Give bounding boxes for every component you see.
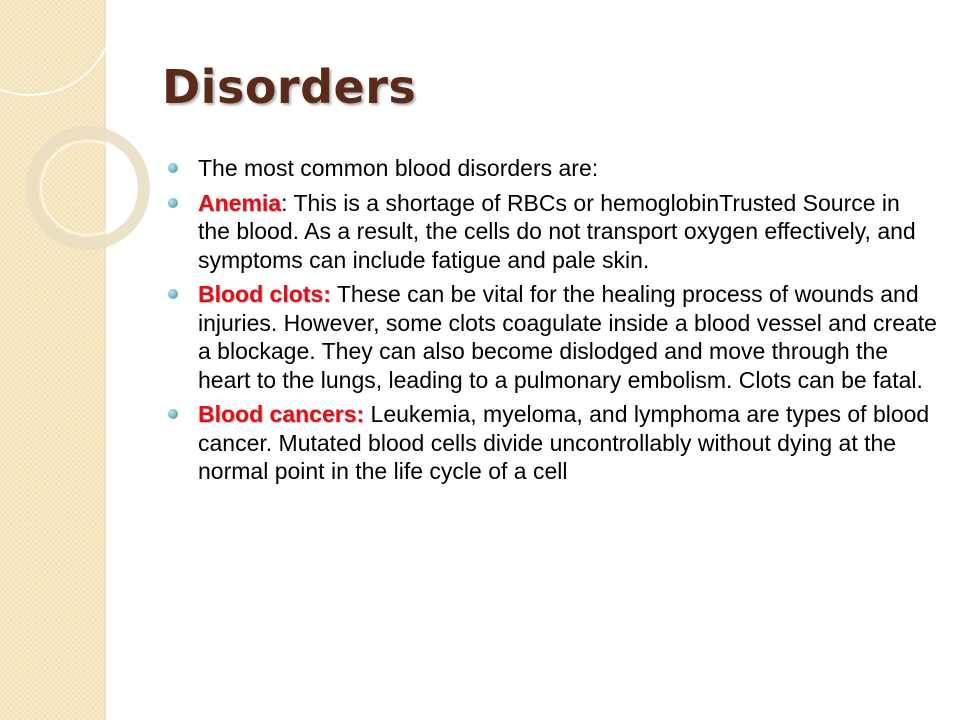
deco-circle-ring — [32, 132, 144, 244]
bullet-item — [168, 154, 938, 183]
bullet-list — [168, 154, 938, 492]
deco-circle-large — [0, 0, 115, 95]
decorative-circles — [0, 0, 170, 260]
bullet-text: These can be vital for the healing process of wounds and injuries. However, some clots coagulate inside a blood vessel and create a blockage. They can also become dislodged and move through the heart to the lungs, leading to a pulmonary embolism. Clots can be fatal. — [198, 281, 937, 393]
bullet-term: Anemia — [198, 189, 282, 216]
bullet-text: : This is a shortage of RBCs or hemoglobinTrusted Source in the blood. As a result, the cells do not transport oxygen effectively, and symptoms can include fatigue and pale skin. — [198, 189, 916, 273]
bullet-dot-icon — [168, 198, 178, 208]
bullet-term: Blood cancers: — [198, 401, 365, 427]
bullet-text: Leukemia, myeloma, and lymphoma are types of blood cancer. Mutated blood cells divide uncontrollably without dying at the normal point in the life cycle of a cell — [198, 401, 930, 484]
bullet-item — [168, 400, 938, 486]
bullet-dot-icon — [168, 409, 178, 419]
bullet-item — [168, 189, 938, 275]
bullet-term: Blood clots: — [198, 281, 331, 307]
bullet-text: The most common blood disorders are: — [198, 155, 599, 181]
bullet-item — [168, 280, 938, 394]
slide-title: Disorders — [162, 60, 417, 114]
bullet-dot-icon — [168, 289, 178, 299]
deco-circle-ring-inner — [41, 141, 135, 235]
bullet-dot-icon — [168, 163, 178, 173]
